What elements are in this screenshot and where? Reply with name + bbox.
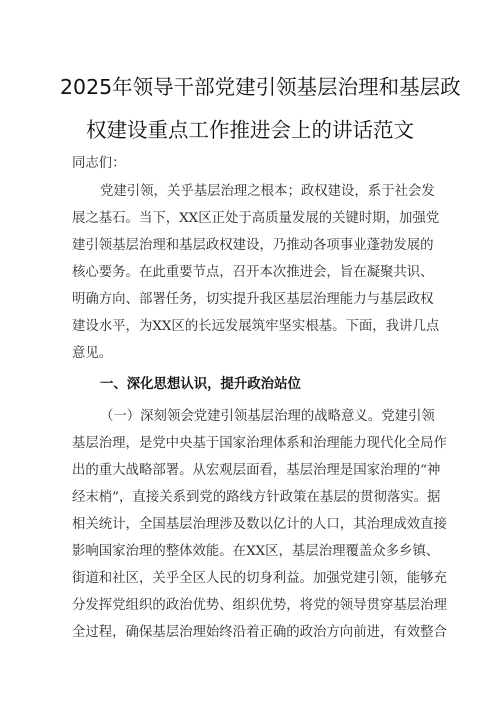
intro-line: 党建引领，关乎基层治理之根本；政权建设，系于社会发 (100, 184, 435, 199)
section-line: 分发挥党组织的政治优势、组织优势，将党的领导贯穿基层治理 (72, 598, 447, 613)
section-heading: 一、深化思想认识，提升政治站位 (100, 377, 301, 392)
greeting: 同志们： (72, 156, 126, 171)
intro-line: 核心要务。在此重要节点，召开本次推进会，旨在凝聚共识、 (72, 265, 434, 280)
section-line: 街道和社区，关乎全区人民的切身利益。加强党建引领，能够充 (72, 571, 447, 586)
intro-line: 明确方向、部署任务，切实提升我区基层治理能力与基层政权 (72, 292, 434, 307)
section-line: 经末梢”，直接关系到党的路线方针政策在基层的贯彻落实。据 (72, 490, 441, 505)
section-line: 影响国家治理的整体效能。在XX区，基层治理覆盖众多乡镇、 (72, 544, 440, 559)
section-line: （一）深刻领会党建引领基层治理的战略意义。党建引领 (100, 409, 435, 424)
section-line: 出的重大战略部署。从宏观层面看，基层治理是国家治理的“神 (72, 463, 441, 478)
section-line: 全过程，确保基层治理始终沿着正确的政治方向前进，有效整合 (72, 625, 447, 640)
intro-line: 意见。 (72, 346, 113, 361)
section-line: 相关统计，全国基层治理涉及数以亿计的人口，其治理成效直接 (72, 517, 447, 532)
document-title-line-1: 2025年领导干部党建引领基层治理和基层政 (60, 75, 461, 99)
document-title-line-2: 权建设重点工作推进会上的讲话范文 (86, 118, 414, 142)
intro-line: 建引领基层治理和基层政权建设，乃推动各项事业蓬勃发展的 (72, 238, 434, 253)
intro-line: 建设水平，为XX区的长远发展筑牢坚实根基。下面，我讲几点 (72, 319, 440, 334)
section-line: 基层治理，是党中央基于国家治理体系和治理能力现代化全局作 (72, 436, 447, 451)
intro-line: 展之基石。当下，XX区正处于高质量发展的关键时期，加强党 (72, 211, 440, 226)
